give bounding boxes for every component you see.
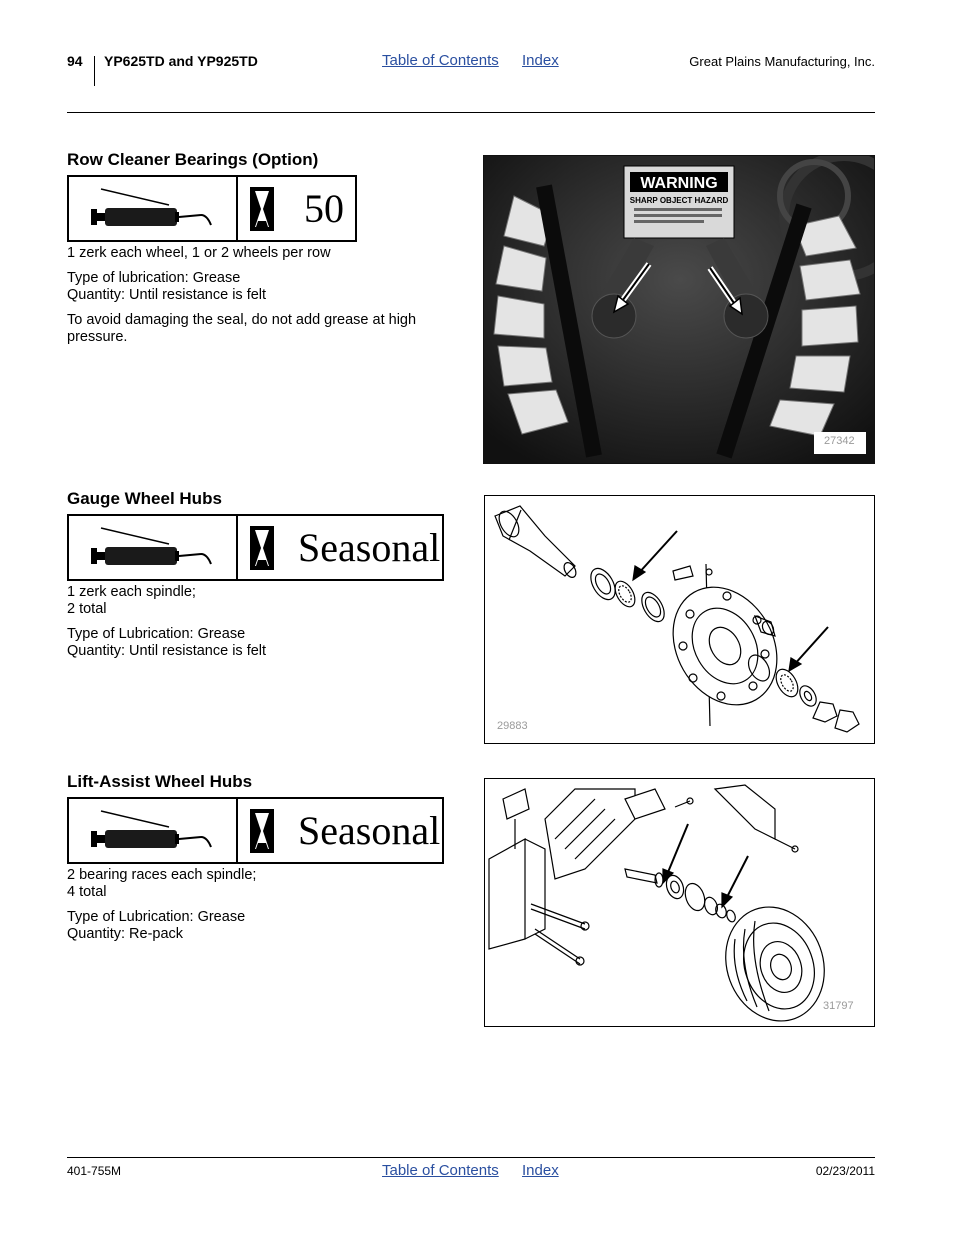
doc-number: 401-755M bbox=[67, 1164, 122, 1178]
figure-number: 29883 bbox=[497, 720, 528, 732]
section-title-row-cleaner: Row Cleaner Bearings (Option) bbox=[67, 150, 319, 169]
header-toc-link[interactable]: Table of Contents bbox=[382, 52, 499, 69]
warning-title: WARNING bbox=[640, 175, 718, 192]
section-title-gauge-wheel: Gauge Wheel Hubs bbox=[67, 489, 222, 508]
warning-subtitle: SHARP OBJECT HAZARD bbox=[629, 196, 729, 205]
section-text-row-cleaner bbox=[67, 245, 416, 346]
grease-gun-icon bbox=[69, 177, 238, 240]
interval-value: 50 bbox=[304, 186, 344, 231]
section-text-lift-assist bbox=[67, 867, 256, 943]
text-line: Type of lubrication: Grease bbox=[67, 270, 241, 286]
text-line: Type of Lubrication: Grease bbox=[67, 626, 246, 642]
header-index-link[interactable]: Index bbox=[522, 52, 559, 69]
lube-interval-box bbox=[67, 797, 444, 864]
hourglass-icon bbox=[250, 187, 274, 231]
interval-cell bbox=[238, 516, 442, 579]
section-title-lift-assist: Lift-Assist Wheel Hubs bbox=[67, 772, 253, 791]
interval-cell bbox=[238, 177, 355, 240]
page-number: 94 bbox=[67, 53, 83, 69]
figure-number: 27342 bbox=[824, 435, 855, 447]
header-divider bbox=[94, 56, 95, 86]
text-line: pressure. bbox=[67, 329, 128, 345]
model-title: YP625TD and YP925TD bbox=[104, 53, 258, 69]
hourglass-icon bbox=[250, 526, 274, 570]
lube-interval-box bbox=[67, 514, 444, 581]
grease-gun-icon bbox=[69, 516, 238, 579]
text-line: Quantity: Until resistance is felt bbox=[67, 643, 267, 659]
footer-toc-link[interactable]: Table of Contents bbox=[382, 1162, 499, 1179]
text-line: 1 zerk each wheel, 1 or 2 wheels per row bbox=[67, 245, 331, 261]
header-rule bbox=[67, 112, 875, 113]
interval-value: Seasonal bbox=[298, 808, 441, 853]
company-name: Great Plains Manufacturing, Inc. bbox=[689, 54, 875, 69]
section-text-gauge-wheel bbox=[67, 584, 266, 660]
text-line: Quantity: Until resistance is felt bbox=[67, 287, 267, 303]
text-line: Type of Lubrication: Grease bbox=[67, 909, 246, 925]
text-line: 2 total bbox=[67, 601, 107, 617]
row-cleaner-photo bbox=[483, 155, 875, 464]
figure-number: 31797 bbox=[823, 1000, 854, 1012]
lift-assist-hub-diagram bbox=[484, 778, 875, 1027]
text-line: 2 bearing races each spindle; bbox=[67, 867, 257, 883]
footer-date: 02/23/2011 bbox=[815, 1164, 875, 1178]
hourglass-icon bbox=[250, 809, 274, 853]
text-line: 1 zerk each spindle; bbox=[67, 584, 196, 600]
interval-value: Seasonal bbox=[298, 525, 441, 570]
footer-rule bbox=[67, 1157, 875, 1158]
lube-interval-box bbox=[67, 175, 357, 242]
gauge-wheel-hub-diagram bbox=[484, 495, 875, 744]
text-line: 4 total bbox=[67, 884, 107, 900]
interval-cell bbox=[238, 799, 442, 862]
grease-gun-icon bbox=[69, 799, 238, 862]
footer-index-link[interactable]: Index bbox=[522, 1162, 559, 1179]
text-line: Quantity: Re-pack bbox=[67, 926, 184, 942]
text-line: To avoid damaging the seal, do not add grease at high bbox=[67, 312, 417, 328]
